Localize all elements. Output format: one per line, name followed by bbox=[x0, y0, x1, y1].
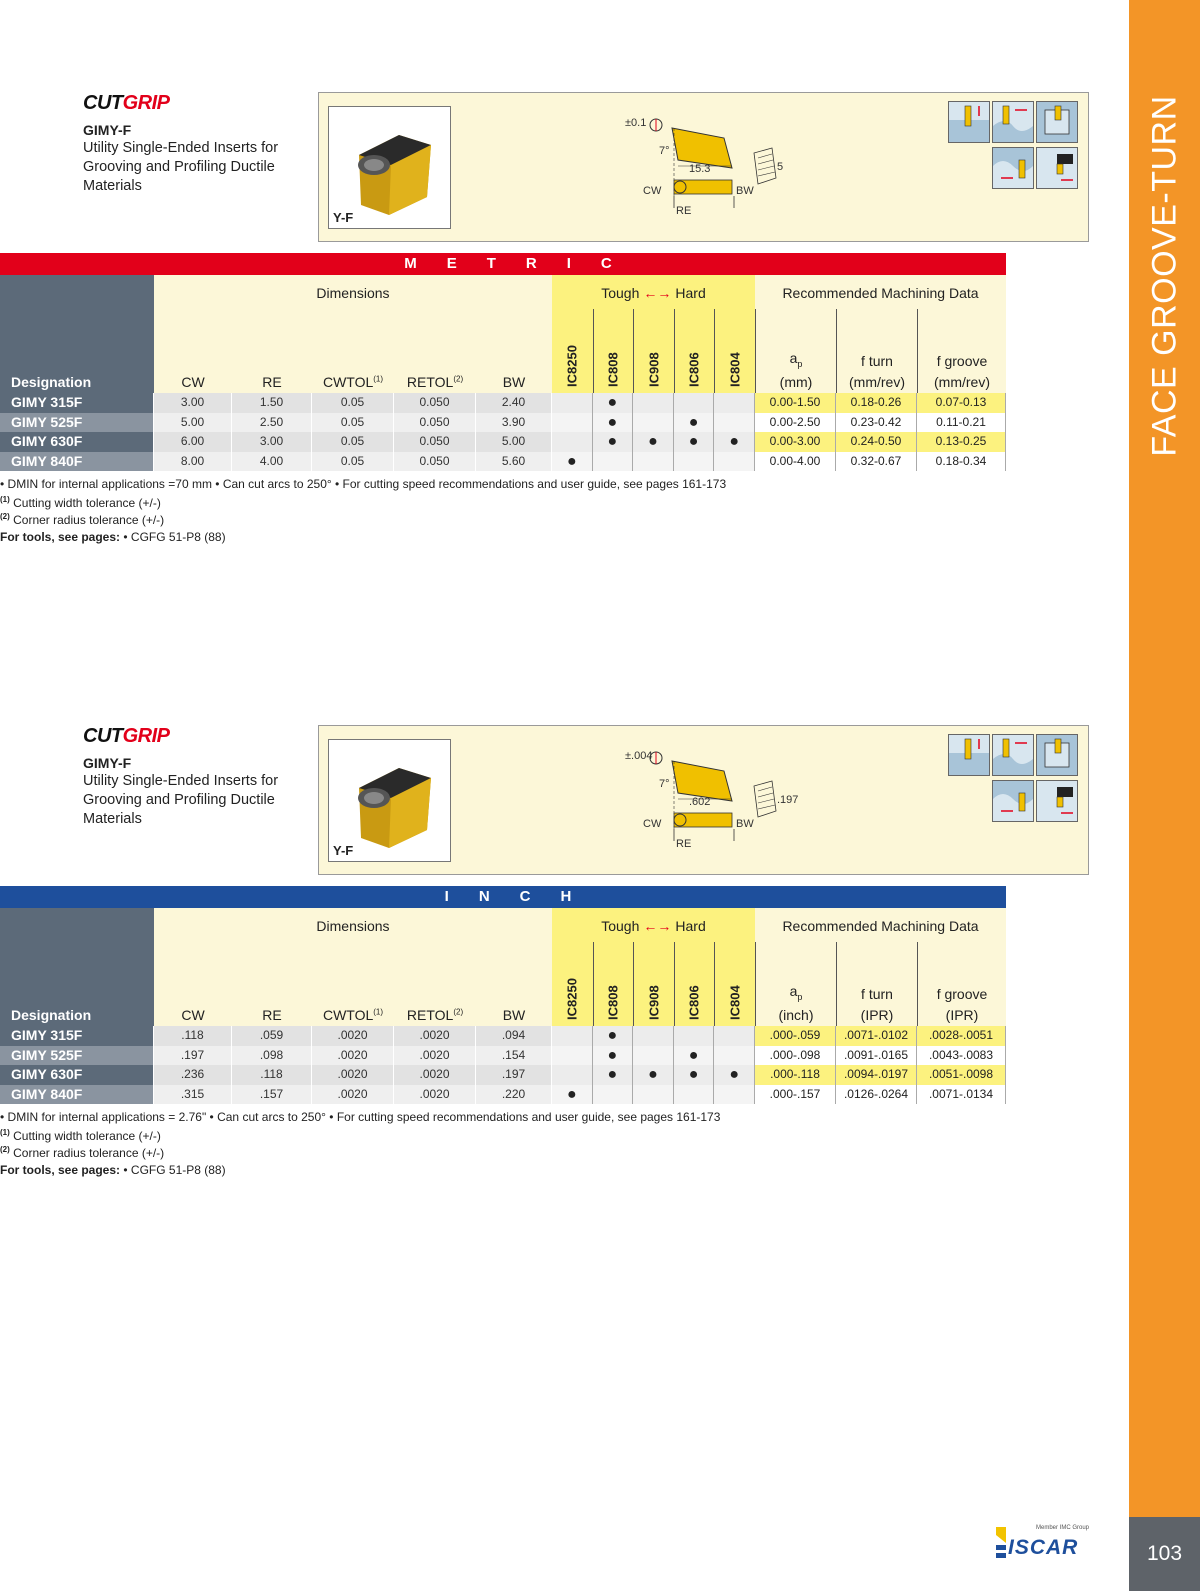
re-header: RE bbox=[262, 374, 282, 390]
cw-cell: 3.00 bbox=[154, 393, 232, 413]
re-header: RE bbox=[262, 1007, 282, 1023]
grade-cell bbox=[714, 1046, 755, 1066]
grade-header-0: IC8250 bbox=[564, 345, 580, 387]
fturn-cell: .0126-.0264 bbox=[836, 1085, 917, 1105]
notes-bullets: • DMIN for internal applications = 2.76" • Can cut arcs to 250° • For cutting speed recommendations and user guide, see pages 161-173 bbox=[0, 1110, 721, 1124]
grade-cell bbox=[593, 452, 634, 472]
height-label: 5 bbox=[777, 161, 784, 173]
insert-drawing-panel bbox=[318, 92, 1089, 242]
cw-cell: .197 bbox=[154, 1046, 232, 1066]
fturn-cell: .0071-.0102 bbox=[836, 1026, 917, 1046]
cwtol-cell: 0.05 bbox=[312, 393, 394, 413]
ap-header: $a_p$ (inch) bbox=[755, 942, 836, 1026]
unit-label: INCH bbox=[444, 888, 602, 905]
face-grooving-icon bbox=[948, 734, 990, 776]
cwtol-cell: .0020 bbox=[312, 1085, 394, 1105]
iscar-logo: Member IMC Group ISCAR bbox=[996, 1525, 1094, 1561]
retol-cell: .0020 bbox=[394, 1065, 476, 1085]
grade-cell bbox=[674, 1026, 715, 1046]
cw-cell: 6.00 bbox=[154, 432, 232, 452]
re-cell: .098 bbox=[232, 1046, 312, 1066]
cwtol-header: CWTOL$^{(1)}$ bbox=[322, 1007, 384, 1023]
grade-cell: ● bbox=[714, 1065, 755, 1085]
designation-cell: GIMY 525F bbox=[0, 1046, 154, 1066]
fturn-cell: 0.32-0.67 bbox=[836, 452, 917, 472]
re-label: RE bbox=[676, 838, 692, 850]
grade-cell bbox=[552, 1065, 593, 1085]
fgroove-header: f groove (IPR) bbox=[917, 942, 1006, 1026]
designation-cell: GIMY 315F bbox=[0, 1026, 154, 1046]
fgroove-cell: 0.07-0.13 bbox=[917, 393, 1006, 413]
insert-photo bbox=[328, 739, 451, 862]
back-turning-icon bbox=[1036, 147, 1078, 189]
retol-header: RETOL$^{(2)}$ bbox=[406, 1007, 464, 1023]
bw-label: BW bbox=[736, 818, 754, 830]
designation-cell: GIMY 525F bbox=[0, 413, 154, 433]
tools-reference: For tools, see pages: • CGFG 51-P8 (88) bbox=[0, 1162, 226, 1177]
grade-header-4: IC804 bbox=[714, 309, 754, 393]
ap-cell: .000-.157 bbox=[755, 1085, 836, 1105]
grade-cell bbox=[633, 393, 674, 413]
cw-cell: .315 bbox=[154, 1085, 232, 1105]
grade-cell bbox=[633, 452, 674, 472]
dimensions-header bbox=[154, 908, 552, 1026]
grades-header bbox=[552, 908, 755, 1026]
fgroove-cell: .0071-.0134 bbox=[917, 1085, 1006, 1105]
grade-cell: ● bbox=[633, 1065, 674, 1085]
cwtol-cell: .0020 bbox=[312, 1026, 394, 1046]
designation-cell: GIMY 630F bbox=[0, 1065, 154, 1085]
tolerance-label: ±0.1 bbox=[625, 117, 647, 129]
grade-cell bbox=[714, 1085, 755, 1105]
cutgrip-logo: CUTGRIP bbox=[83, 725, 170, 747]
cwtol-cell: 0.05 bbox=[312, 432, 394, 452]
page-number: 103 bbox=[1129, 1517, 1200, 1591]
bw-label: BW bbox=[736, 185, 754, 197]
height-label: .197 bbox=[777, 794, 799, 806]
cw-label: CW bbox=[643, 818, 662, 830]
grade-cell: ● bbox=[552, 452, 593, 472]
cwtol-cell: .0020 bbox=[312, 1065, 394, 1085]
application-icons bbox=[948, 101, 1080, 193]
grade-cell: ● bbox=[593, 1026, 634, 1046]
bw-header: BW bbox=[502, 1007, 526, 1023]
retol-cell: .0020 bbox=[394, 1085, 476, 1105]
grade-header-4: IC804 bbox=[714, 942, 754, 1026]
bw-header: BW bbox=[502, 374, 526, 390]
cw-cell: .118 bbox=[154, 1026, 232, 1046]
bw-cell: 5.60 bbox=[476, 452, 552, 472]
grades-header bbox=[552, 275, 755, 393]
photo-label: Y-F bbox=[333, 843, 354, 858]
grade-cell: ● bbox=[633, 432, 674, 452]
note-1: $^{(1)}$ Cutting width tolerance (+/-) bbox=[0, 1127, 161, 1143]
table-notes bbox=[0, 1110, 720, 1180]
bw-cell: .220 bbox=[476, 1085, 552, 1105]
face-turning-icon bbox=[1036, 734, 1078, 776]
ap-cell: 0.00-3.00 bbox=[755, 432, 836, 452]
angle-label: 7° bbox=[659, 145, 670, 157]
re-label: RE bbox=[676, 205, 692, 217]
grade-cell bbox=[714, 1026, 755, 1046]
fgroove-cell: .0043-.0083 bbox=[917, 1046, 1006, 1066]
table-row bbox=[0, 393, 1006, 413]
fgroove-cell: 0.18-0.34 bbox=[917, 452, 1006, 472]
grade-header-1: IC808 bbox=[593, 309, 633, 393]
note-2: $^{(2)}$ Corner radius tolerance (+/-) bbox=[0, 512, 165, 527]
grade-cell: ● bbox=[552, 1085, 593, 1105]
fgroove-cell: 0.13-0.25 bbox=[917, 432, 1006, 452]
re-cell: 4.00 bbox=[232, 452, 312, 472]
cw-header: CW bbox=[181, 374, 205, 390]
product-description: Utility Single-Ended Inserts for Grooving and Profiling Ductile Materials bbox=[83, 140, 279, 194]
grade-cell: ● bbox=[593, 1065, 634, 1085]
grade-cell: ● bbox=[593, 1046, 634, 1066]
cwtol-header: CWTOL$^{(1)}$ bbox=[322, 374, 384, 390]
grade-cell bbox=[633, 1085, 674, 1105]
dimensions-title: Dimensions bbox=[316, 285, 390, 301]
grade-cell: ● bbox=[714, 432, 755, 452]
cw-cell: .236 bbox=[154, 1065, 232, 1085]
grade-header-3: IC806 bbox=[674, 942, 714, 1026]
grade-cell bbox=[674, 393, 715, 413]
re-cell: .059 bbox=[232, 1026, 312, 1046]
dimensions-title: Dimensions bbox=[316, 918, 390, 934]
product-description: Utility Single-Ended Inserts for Grooving and Profiling Ductile Materials bbox=[83, 773, 279, 827]
table-row bbox=[0, 1085, 1006, 1105]
grade-header-2: IC908 bbox=[633, 942, 673, 1026]
product-header bbox=[83, 725, 1089, 885]
machining-header bbox=[755, 275, 1006, 393]
designation-cell: GIMY 630F bbox=[0, 432, 154, 452]
length-label: 15.3 bbox=[689, 163, 711, 175]
double-arrow-icon: ←→ bbox=[643, 285, 672, 301]
tough-hard-scale: Tough ←→ Hard bbox=[601, 285, 706, 301]
grade-cell bbox=[552, 1046, 593, 1066]
product-header bbox=[83, 92, 1089, 252]
note-2: $^{(2)}$ Corner radius tolerance (+/-) bbox=[0, 1145, 165, 1160]
grade-cell bbox=[552, 1026, 593, 1046]
cwtol-cell: 0.05 bbox=[312, 452, 394, 472]
face-turning-icon bbox=[1036, 101, 1078, 143]
bw-cell: 2.40 bbox=[476, 393, 552, 413]
grade-cell: ● bbox=[593, 393, 634, 413]
bw-cell: 3.90 bbox=[476, 413, 552, 433]
cutgrip-logo: CUTGRIP bbox=[83, 92, 170, 114]
tough-hard-scale: Tough ←→ Hard bbox=[601, 918, 706, 934]
retol-cell: .0020 bbox=[394, 1026, 476, 1046]
insert-photo bbox=[328, 106, 451, 229]
grade-header-1: IC808 bbox=[593, 942, 633, 1026]
angle-label: 7° bbox=[659, 778, 670, 790]
fturn-cell: .0091-.0165 bbox=[836, 1046, 917, 1066]
table-row bbox=[0, 413, 1006, 433]
insert-drawing-panel bbox=[318, 725, 1089, 875]
grade-cell bbox=[714, 413, 755, 433]
grade-cell bbox=[674, 1085, 715, 1105]
table-row bbox=[0, 1046, 1006, 1066]
cwtol-cell: .0020 bbox=[312, 1046, 394, 1066]
back-turning-icon bbox=[1036, 780, 1078, 822]
fgroove-cell: .0051-.0098 bbox=[917, 1065, 1006, 1085]
grade-header-2: IC908 bbox=[633, 309, 673, 393]
grade-cell: ● bbox=[593, 413, 634, 433]
product-code: GIMY-F bbox=[83, 122, 132, 138]
designation-cell: GIMY 840F bbox=[0, 1085, 154, 1105]
retol-cell: .0020 bbox=[394, 1046, 476, 1066]
retol-cell: 0.050 bbox=[394, 413, 476, 433]
grade-cell bbox=[552, 432, 593, 452]
designation-cell: GIMY 840F bbox=[0, 452, 154, 472]
grade-cell bbox=[552, 393, 593, 413]
ap-cell: 0.00-1.50 bbox=[755, 393, 836, 413]
fturn-header: f turn (IPR) bbox=[836, 942, 917, 1026]
bw-cell: .197 bbox=[476, 1065, 552, 1085]
grade-cell bbox=[714, 452, 755, 472]
re-cell: 1.50 bbox=[232, 393, 312, 413]
table-row bbox=[0, 452, 1006, 472]
length-label: .602 bbox=[689, 796, 711, 808]
cw-label: CW bbox=[643, 185, 662, 197]
retol-header: RETOL$^{(2)}$ bbox=[406, 374, 464, 390]
ap-cell: .000-.059 bbox=[755, 1026, 836, 1046]
bw-cell: .154 bbox=[476, 1046, 552, 1066]
face-profiling-icon bbox=[992, 734, 1034, 776]
retol-cell: 0.050 bbox=[394, 452, 476, 472]
grade-cell bbox=[552, 413, 593, 433]
re-cell: .118 bbox=[232, 1065, 312, 1085]
grade-header-3: IC806 bbox=[674, 309, 714, 393]
table-row bbox=[0, 432, 1006, 452]
specification-table bbox=[0, 886, 1006, 1177]
internal-profiling-icon bbox=[992, 780, 1034, 822]
designation-header: Designation bbox=[0, 908, 154, 1026]
grade-cell bbox=[593, 1085, 634, 1105]
table-row bbox=[0, 1065, 1006, 1085]
grade-cell: ● bbox=[593, 432, 634, 452]
ap-cell: .000-.118 bbox=[755, 1065, 836, 1085]
grade-cell bbox=[633, 1026, 674, 1046]
table-notes bbox=[0, 477, 726, 547]
cw-cell: 8.00 bbox=[154, 452, 232, 472]
application-icons bbox=[948, 734, 1080, 826]
fgroove-cell: 0.11-0.21 bbox=[917, 413, 1006, 433]
tolerance-label: ±.004 bbox=[625, 750, 653, 762]
table-row bbox=[0, 1026, 1006, 1046]
grade-cell: ● bbox=[674, 1046, 715, 1066]
fgroove-cell: .0028-.0051 bbox=[917, 1026, 1006, 1046]
grade-cell: ● bbox=[674, 432, 715, 452]
bw-cell: 5.00 bbox=[476, 432, 552, 452]
designation-cell: GIMY 315F bbox=[0, 393, 154, 413]
product-code: GIMY-F bbox=[83, 755, 132, 771]
bw-cell: .094 bbox=[476, 1026, 552, 1046]
ap-cell: .000-.098 bbox=[755, 1046, 836, 1066]
tools-reference: For tools, see pages: • CGFG 51-P8 (88) bbox=[0, 529, 226, 544]
photo-label: Y-F bbox=[333, 210, 354, 225]
ap-cell: 0.00-4.00 bbox=[755, 452, 836, 472]
grade-header-0: IC8250 bbox=[564, 978, 580, 1020]
retol-cell: 0.050 bbox=[394, 393, 476, 413]
fturn-cell: 0.23-0.42 bbox=[836, 413, 917, 433]
grade-cell bbox=[633, 413, 674, 433]
unit-label: METRIC bbox=[404, 255, 642, 272]
ap-cell: 0.00-2.50 bbox=[755, 413, 836, 433]
grade-cell bbox=[714, 393, 755, 413]
designation-header: Designation bbox=[0, 275, 154, 393]
specification-table bbox=[0, 253, 1006, 544]
machining-title: Recommended Machining Data bbox=[782, 285, 979, 301]
retol-cell: 0.050 bbox=[394, 432, 476, 452]
dimensions-header bbox=[154, 275, 552, 393]
internal-profiling-icon bbox=[992, 147, 1034, 189]
face-grooving-icon bbox=[948, 101, 990, 143]
note-1: $^{(1)}$ Cutting width tolerance (+/-) bbox=[0, 494, 161, 510]
machining-header bbox=[755, 908, 1006, 1026]
cw-cell: 5.00 bbox=[154, 413, 232, 433]
notes-bullets: • DMIN for internal applications =70 mm • Can cut arcs to 250° • For cutting speed recommendations and user guide, see pages 161-173 bbox=[0, 477, 727, 491]
fturn-header: f turn (mm/rev) bbox=[836, 309, 917, 393]
fturn-cell: 0.24-0.50 bbox=[836, 432, 917, 452]
re-cell: .157 bbox=[232, 1085, 312, 1105]
fturn-cell: .0094-.0197 bbox=[836, 1065, 917, 1085]
fgroove-header: f groove (mm/rev) bbox=[917, 309, 1006, 393]
face-profiling-icon bbox=[992, 101, 1034, 143]
re-cell: 3.00 bbox=[232, 432, 312, 452]
grade-cell bbox=[633, 1046, 674, 1066]
grade-cell bbox=[674, 452, 715, 472]
re-cell: 2.50 bbox=[232, 413, 312, 433]
cw-header: CW bbox=[181, 1007, 205, 1023]
grade-cell: ● bbox=[674, 413, 715, 433]
side-tab-title: FACE GROOVE-TURN bbox=[1145, 95, 1183, 457]
ap-header: $a_p$ (mm) bbox=[755, 309, 836, 393]
double-arrow-icon: ←→ bbox=[643, 918, 672, 934]
grade-cell: ● bbox=[674, 1065, 715, 1085]
fturn-cell: 0.18-0.26 bbox=[836, 393, 917, 413]
machining-title: Recommended Machining Data bbox=[782, 918, 979, 934]
cwtol-cell: 0.05 bbox=[312, 413, 394, 433]
